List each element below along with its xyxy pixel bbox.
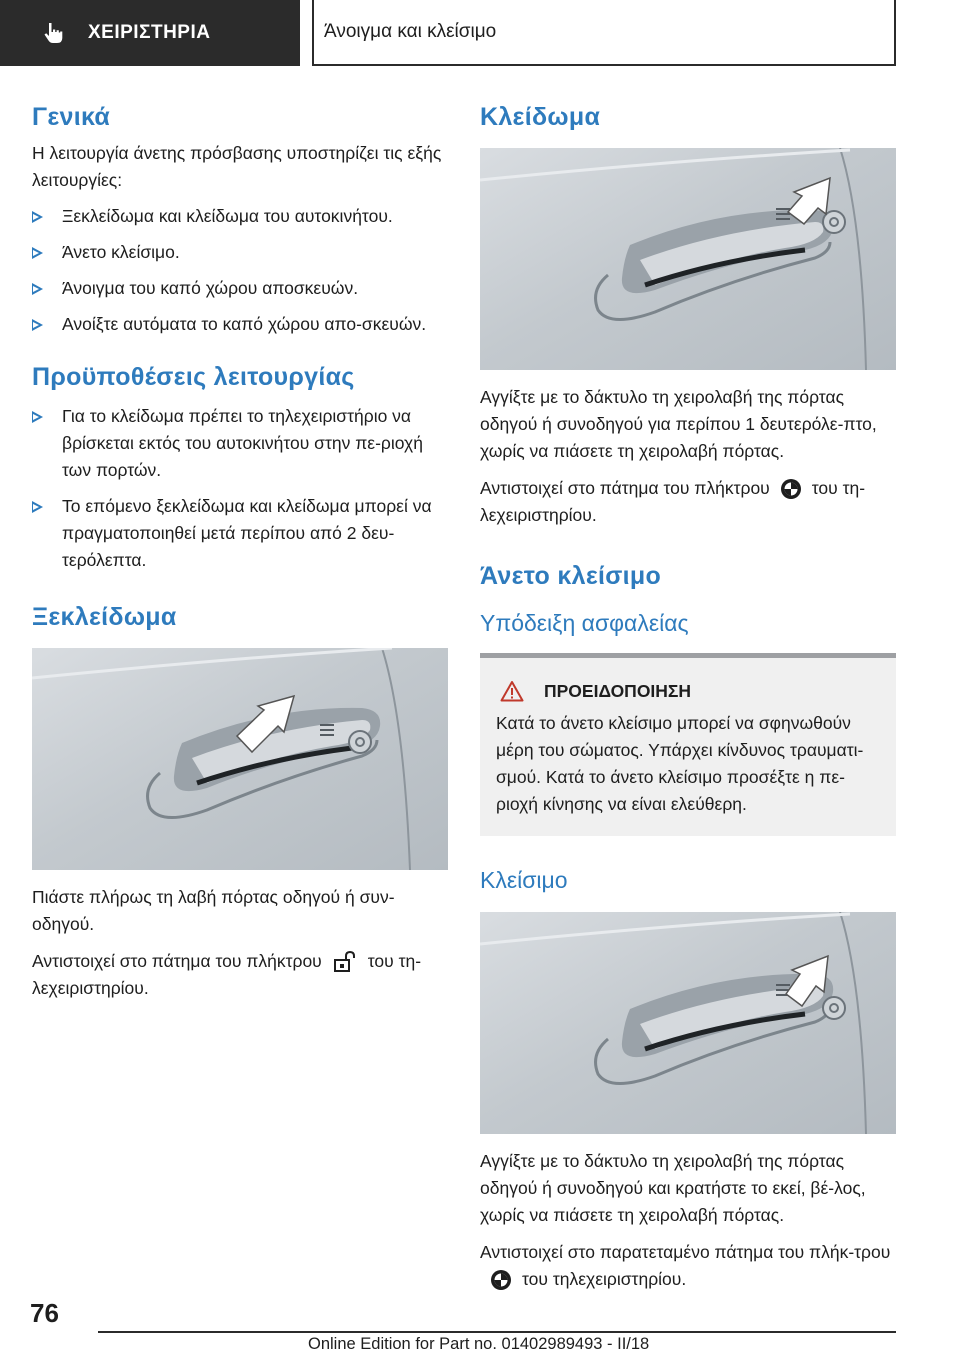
safety-heading: Υπόδειξη ασφαλείας xyxy=(480,610,689,636)
lock-text: Αγγίξτε με το δάκτυλο τη χειρολαβή της πόρτας οδηγού ή συνοδηγού για περίπου 1 δευτερόλε-πτο, χωρίς να πιάσετε τη χειρολαβή πόρτας. xyxy=(480,387,877,461)
warning-box xyxy=(480,653,896,836)
triangle-bullet-icon xyxy=(32,319,43,331)
door-handle-image-closing xyxy=(480,912,896,1134)
list-item: Άνετο κλείσιμο. xyxy=(32,239,448,266)
footer-divider xyxy=(98,1331,896,1333)
general-heading: Γενικά xyxy=(32,103,111,131)
general-intro: Η λειτουργία άνετης πρόσβασης υποστηρίζει τις εξής λειτουργίες: xyxy=(32,143,442,190)
page-topic-box xyxy=(312,0,896,66)
right-column xyxy=(480,100,896,1293)
door-handle-image-lock xyxy=(480,148,896,370)
warning-title-row xyxy=(496,680,880,702)
section-title: ΧΕΙΡΙΣΤΗΡΙΑ xyxy=(88,22,211,43)
warning-title: ΠΡΟΕΙΔΟΠΟΙΗΣΗ xyxy=(544,680,692,701)
bmw-logo-icon xyxy=(780,478,802,500)
lock-key-text: Αντιστοιχεί στο πάτημα του πλήκτρου του τη-λεχειριστηρίου. xyxy=(480,478,866,525)
page-topic: Άνοιγμα και κλείσιμο xyxy=(324,21,497,42)
closing-heading: Κλείσιμο xyxy=(480,867,568,893)
unlock-heading: Ξεκλείδωμα xyxy=(32,603,177,631)
prereq-heading: Προϋποθέσεις λειτουργίας xyxy=(32,363,355,391)
hand-pointer-icon xyxy=(40,20,66,46)
triangle-bullet-icon xyxy=(32,211,43,223)
left-column xyxy=(32,100,448,1002)
bmw-logo-icon xyxy=(490,1269,512,1291)
warning-triangle-icon xyxy=(500,680,524,702)
prereq-list xyxy=(32,403,448,574)
list-item: Ανοίξτε αυτόματα το καπό χώρου απο-σκευών. xyxy=(32,311,448,338)
edition-info: Online Edition for Part no. 01402989493 - II/18 xyxy=(308,1335,650,1353)
unlock-text: Πιάστε πλήρως τη λαβή πόρτας οδηγού ή συν-οδηγού. xyxy=(32,887,395,934)
lock-heading: Κλείδωμα xyxy=(480,103,601,131)
list-item: Το επόμενο ξεκλείδωμα και κλείδωμα μπορεί να πραγματοποιηθεί μετά περίπου από 2 δευ-τερόλεπτα. xyxy=(32,493,448,574)
closing-key-text: Αντιστοιχεί στο παρατεταμένο πάτημα του πλήκ-τρουτου τηλεχειριστηρίου. xyxy=(480,1239,896,1293)
list-item: Ξεκλείδωμα και κλείδωμα του αυτοκινήτου. xyxy=(32,203,448,230)
list-item: Για το κλείδωμα πρέπει το τηλεχειριστήριο να βρίσκεται εκτός του αυτοκινήτου στην πε-ριοχή των πορτών. xyxy=(32,403,448,484)
general-list xyxy=(32,203,448,338)
triangle-bullet-icon xyxy=(32,501,43,513)
warning-text: Κατά το άνετο κλείσιμο μπορεί να σφηνωθούν μέρη του σώματος. Υπάρχει κίνδυνος τραυματι-σμού. Κατά το άνετο κλείσιμο προσέξτε η πε-ριοχή κίνησης να είναι ελεύθερη. xyxy=(496,713,864,814)
triangle-bullet-icon xyxy=(32,411,43,423)
page-number: 76 xyxy=(30,1298,59,1328)
triangle-bullet-icon xyxy=(32,247,43,259)
page-header xyxy=(0,0,960,66)
door-handle-image-unlock xyxy=(32,648,448,870)
comfort-heading: Άνετο κλείσιμο xyxy=(480,562,662,590)
unlock-icon xyxy=(332,950,358,974)
list-item: Άνοιγμα του καπό χώρου αποσκευών. xyxy=(32,275,448,302)
triangle-bullet-icon xyxy=(32,283,43,295)
unlock-key-text: Αντιστοιχεί στο πάτημα του πλήκτρου του τη-λεχειριστηρίου. xyxy=(32,951,422,998)
closing-text: Αγγίξτε με το δάκτυλο τη χειρολαβή της πόρτας οδηγού ή συνοδηγού και κρατήστε το εκεί, βέ-λος, χωρίς να πιάσετε τη χειρολαβή πόρτας. xyxy=(480,1151,866,1225)
section-tab xyxy=(0,0,300,66)
